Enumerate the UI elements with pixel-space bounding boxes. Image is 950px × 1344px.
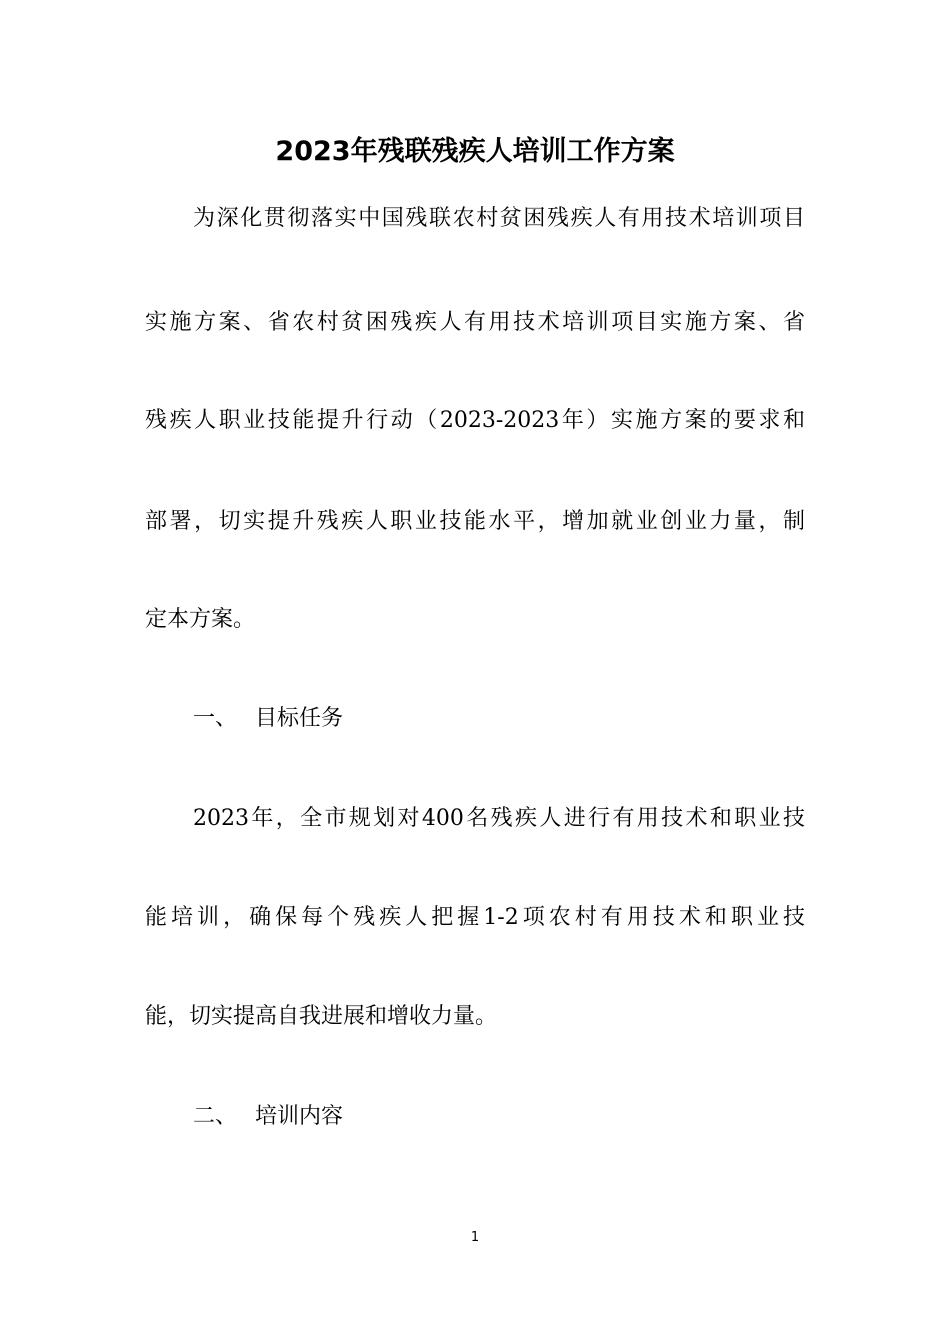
intro-paragraph-line-4: 部署，切实提升残疾人职业技能水平，增加就业创业力量，制 <box>145 509 805 534</box>
section1-paragraph-line-3: 能，切实提高自我进展和增收力量。 <box>145 1004 498 1029</box>
section1-paragraph-line-2: 能培训，确保每个残疾人把握1-2项农村有用技术和职业技 <box>145 905 805 930</box>
intro-paragraph-line-1: 为深化贯彻落实中国残联农村贫困残疾人有用技术培训项目 <box>193 206 805 231</box>
document-title: 2023年残联残疾人培训工作方案 <box>275 136 675 167</box>
section-title-2: 培训内容 <box>255 1104 344 1129</box>
section-title-1: 目标任务 <box>255 706 344 731</box>
intro-paragraph-line-3: 残疾人职业技能提升行动（2023-2023年）实施方案的要求和 <box>145 408 805 433</box>
section-heading-2 <box>193 1101 343 1133</box>
section-number-1: 一、 <box>193 706 238 731</box>
page-number: 1 <box>470 1230 480 1245</box>
intro-paragraph-line-2: 实施方案、省农村贫困残疾人有用技术培训项目实施方案、省 <box>145 310 805 335</box>
section1-paragraph-line-1: 2023年，全市规划对400名残疾人进行有用技术和职业技 <box>193 806 805 831</box>
section-number-2: 二、 <box>193 1104 238 1129</box>
intro-paragraph-line-5: 定本方案。 <box>145 607 256 632</box>
section-heading-1 <box>193 703 343 735</box>
